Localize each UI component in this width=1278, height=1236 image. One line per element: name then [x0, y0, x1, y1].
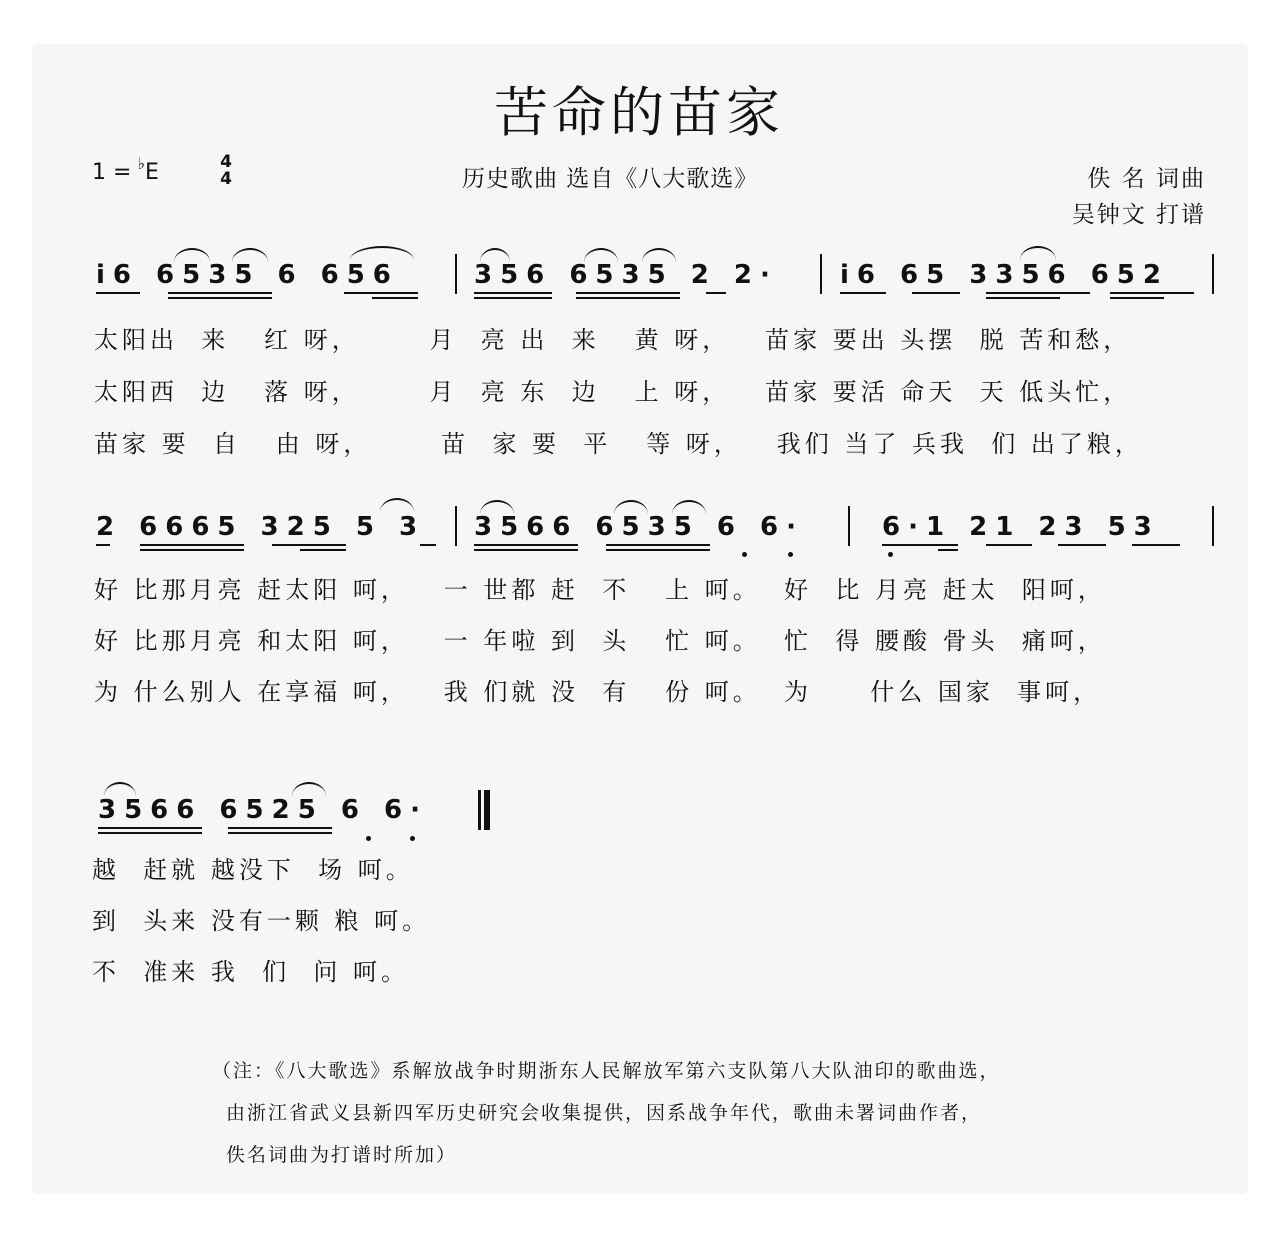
lyric-line3-verse2: 到 头来 没有一颗 粮 呵。 — [92, 907, 431, 935]
underline — [576, 292, 680, 294]
score-line2-measure3: 6·1 21 23 53 — [882, 512, 1160, 542]
score-line2-measure1: 2 6665 325 5 3 — [96, 512, 426, 542]
lyric-line1-verse3: 苗家 要 自 由 呀， 苗 家 要 平 等 呀， 我们 当了 兵我 们 出了粮， — [94, 430, 1143, 458]
underline — [1132, 544, 1180, 546]
barline — [848, 506, 850, 546]
underline — [1110, 297, 1164, 299]
underline — [706, 292, 726, 294]
low-octave-dot — [742, 552, 747, 557]
underline — [420, 544, 436, 546]
underline — [576, 297, 680, 299]
time-signature-top: 4 — [220, 152, 232, 172]
underline — [98, 827, 202, 829]
underline — [168, 297, 272, 299]
score-line2-measure2: 3566 6535 6 6· — [474, 512, 804, 542]
score-line1-measure3: i6 65 3356 652 — [840, 260, 1169, 290]
score-sheet — [32, 44, 1248, 1194]
underline — [228, 827, 332, 829]
lyrics-music-credit: 佚 名 词曲 — [1087, 166, 1206, 192]
underline — [474, 544, 578, 546]
key-note: E — [144, 160, 159, 185]
lyric-line3-verse1: 越 赶就 越没下 场 呵。 — [92, 856, 414, 884]
underline — [912, 292, 960, 294]
transcriber-credit: 吴钟文 打谱 — [1071, 202, 1206, 228]
low-octave-dot — [366, 836, 371, 841]
underline — [228, 832, 332, 834]
barline — [455, 254, 457, 294]
underline — [882, 544, 958, 546]
underline — [474, 549, 578, 551]
underline — [474, 297, 552, 299]
underline — [1058, 544, 1106, 546]
time-signature — [214, 154, 238, 188]
barline — [455, 506, 457, 546]
underline — [986, 292, 1090, 294]
barline — [820, 254, 822, 294]
underline — [96, 292, 140, 294]
lyric-line2-verse1: 好 比那月亮 赶太阳 呵， 一 世都 赶 不 上 呵。 好 比 月亮 赶太 阳呵， — [94, 576, 1106, 604]
underline — [986, 544, 1032, 546]
underline — [272, 544, 346, 546]
time-signature-bottom: 4 — [220, 169, 232, 189]
key-signature — [92, 154, 159, 185]
lyric-line2-verse2: 好 比那月亮 和太阳 呵， 一 年啦 到 头 忙 呵。 忙 得 腰酸 骨头 痛呵， — [94, 627, 1106, 655]
footnote-line3: 佚名词曲为打谱时所加） — [226, 1144, 458, 1166]
low-octave-dot — [888, 552, 893, 557]
underline — [1110, 292, 1194, 294]
lyric-line1-verse1: 太阳出 来 红 呀， 月 亮 出 来 黄 呀， 苗家 要出 头摆 脱 苦和愁， — [94, 326, 1132, 354]
final-barline-thick — [484, 790, 490, 830]
footnote-line2: 由浙江省武义县新四军历史研究会收集提供，因系战争年代，歌曲未署词曲作者， — [226, 1102, 983, 1124]
underline — [606, 549, 710, 551]
underline — [168, 292, 272, 294]
final-barline-thin — [478, 790, 481, 830]
score-line1-measure1: i6 6535 6 656 — [96, 260, 399, 290]
score-line3-measure1: 3566 6525 6 6· — [98, 795, 428, 825]
flat-symbol: ♭ — [137, 154, 145, 173]
underline — [300, 549, 346, 551]
underline — [938, 549, 958, 551]
underline — [140, 549, 244, 551]
underline — [372, 297, 418, 299]
footnote-line1: （注：《八大歌选》系解放战争时期浙东人民解放军第六支队第八大队油印的歌曲选， — [212, 1060, 1001, 1082]
underline — [96, 544, 110, 546]
song-title: 苦命的苗家 — [494, 81, 784, 144]
low-octave-dot — [788, 552, 793, 557]
barline — [1212, 254, 1214, 294]
lyric-line1-verse2: 太阳西 边 落 呀， 月 亮 东 边 上 呀， 苗家 要活 命天 天 低头忙， — [94, 378, 1132, 406]
low-octave-dot — [410, 836, 415, 841]
underline — [344, 292, 418, 294]
underline — [840, 292, 886, 294]
lyric-line2-verse3: 为 什么别人 在享福 呵， 我 们就 没 有 份 呵。 为 什么 国家 事呵， — [94, 678, 1102, 706]
key-prefix: 1 = — [92, 160, 132, 185]
underline — [140, 544, 244, 546]
barline — [1212, 506, 1214, 546]
score-line1-measure2: 356 6535 2 2· — [474, 260, 778, 290]
underline — [98, 832, 202, 834]
underline — [474, 292, 552, 294]
underline — [986, 297, 1060, 299]
lyric-line3-verse3: 不 准来 我 们 问 呵。 — [92, 958, 410, 986]
underline — [606, 544, 710, 546]
source-line: 历史歌曲 选自《八大歌选》 — [462, 166, 759, 192]
